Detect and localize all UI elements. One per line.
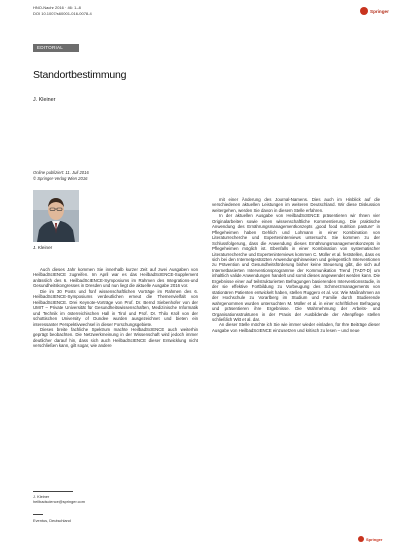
publication-info (33, 170, 89, 181)
journal-meta (33, 5, 92, 16)
copyright-line: © Springer-Verlag Wien 2016 (33, 175, 88, 181)
article-author: J. Kleiner (33, 97, 56, 103)
journal-line: HNO-Nachr 2016 · 46: 1–8 (33, 5, 81, 10)
footer-logo-text: Springer (366, 536, 383, 542)
body-paragraph: An dieser Stelle möchte ich Sie wie immer wieder einladen, für Ihre Beiträge dieser Ausgabe von HeilbadScIENCE einzusetzen und kritisch zu lesen – und neue (212, 322, 380, 333)
body-paragraph: In der aktuellen Ausgabe von HeilbadScIENCE präsentieren wir Ihnen vier Originalarbeiten sowie einen wissenschaftliche Kommentierung. Die praktische Anwendung des Ernährungsmanagementkonzepts „good food nutrition pasture“ in Pflegeheimen haben Gehlich und Lohmann in einer Kombination von Literaturrecherche und Experteninterviews untersucht. Sie kommen zu der Schlussfolgerung, dass die Anwendung dieses Ernährungsmanagementkonzepts in Pflegeheimen möglich ist. Ebenfalls in einer Kombination von systematischer Literaturrecherche und Experteninterviews kommen C. Müller et al. feststellen, dass es sich bei den Internetgestützten Anwendungshinweisen und gelegentlich Interventionen zu Prävention und Gesundheitsförderung bisher keine Steuerung gibt, die sich auf Internetbasierten Interventionsprogramme der Kommunikation Trend (TADT-D) um inhaltlich valide Anwendungen handelt und somit dieses angewendet werden kann. Die Ergebnisse einer auf teilstrukturierten Befragungen basierenden Interventionsstudie, in der sie effektive Fortbildung zu Vorbeugung des Schmerzmanagements von stationären Patienten entwickelt haben, stellen Ruggero et al. vor. Wie Maßnahmen an der Hochschule zu Vorarlberg im Studium und Familie durch Studierende wahrgenommen wurden untersuchten M. Müller et al. in einer schriftlichen Befragung und präsentieren ihre Ergebnisse. Die Wahrnehmung der Arbeits- und Organisationsstrukturen in der Praxis der Ausbildende der Altenpflege stellen schließlich Witt et al. dar. (212, 213, 380, 322)
photo-caption: J. Kleiner (33, 245, 53, 250)
footnote-separator (33, 514, 43, 515)
body-column-left (33, 267, 198, 349)
body-paragraph: Auch dieses Jahr kommen Sie innerhalb kurzer Zeit auf zwei Ausgaben von HeilbadScIENCE zugreifen. Im April war es das HeilbadScIENCE-Supplement anlässlich des 6. HeilbadScIENCE-Symposiums im Rahmen des Integrations-und Gesundheitskongresses in Dresden und nun liegt die aktuelle Ausgabe 2016 vor. (33, 267, 198, 289)
springer-horse-icon (358, 536, 364, 542)
body-paragraph: mit einer Änderung des Journal-Namens. Dies auch im Hinblick auf die verschiedenen aktuellen Leistungen im weiteren Deutschland. Wir diese Diskussion weitergehen, werden Sie davon in diesem Stelle erfahren. (212, 197, 380, 213)
author-portrait-icon (33, 190, 79, 242)
author-photo (33, 190, 79, 242)
footnote-rule (33, 491, 73, 492)
footnote-name: J. Kleiner (33, 494, 50, 499)
footnote-email: heilbadscience@springer.com (33, 499, 85, 504)
body-paragraph: Dieses breite fachliche Spektrum machte HeilbadScIENCE auch weiterhin geprägt beobachten. Die Netzwerkmeinung in der Wissenschaft wird jedoch immer deutlicher darauf hin, dass sich auch HeilbadScIENCE dieser Entwicklung nicht verschließen kann, gilt sogar, wie andere (33, 326, 198, 349)
body-column-right (212, 197, 380, 333)
footer-publisher-logo (358, 536, 382, 542)
doi-line: DOI 10.1007/s60001-016-0078-4 (33, 10, 92, 16)
footnote-affiliation: Eventus, Deutschland (33, 518, 71, 523)
springer-horse-icon (360, 7, 368, 15)
publisher-logo (360, 6, 394, 16)
footnote-author (33, 494, 85, 504)
section-label: EDITORIAL (33, 44, 79, 52)
body-paragraph: Die im 30 Posts und fünf wissenschaftlichen Vorträge im Rahmen des 6. HeilbadScIENCE-Symposiums verdeutlichen erneut die Themenvielfalt von HeilbadScIENCE. Drei Keynote-Vorträge von Prof. Dr. Bernd Siebenhofer von der UMIT – Private Universität für Gesundheitswissenschaften, Medizinische Informatik und Technik im österreichischen Hall in Tirol und Prof. Dr. Thilo Kroll von der schottischen University of Dundee wurden ausgezeichnet und bieten ein interessanter Perspektivwechsel in dieser Forschungsgebiete. (33, 288, 198, 327)
online-published: Online publiziert: 11. Juli 2016 (33, 170, 89, 175)
publisher-logo-text: Springer (370, 8, 389, 14)
article-title: Standortbestimmung (33, 69, 127, 81)
